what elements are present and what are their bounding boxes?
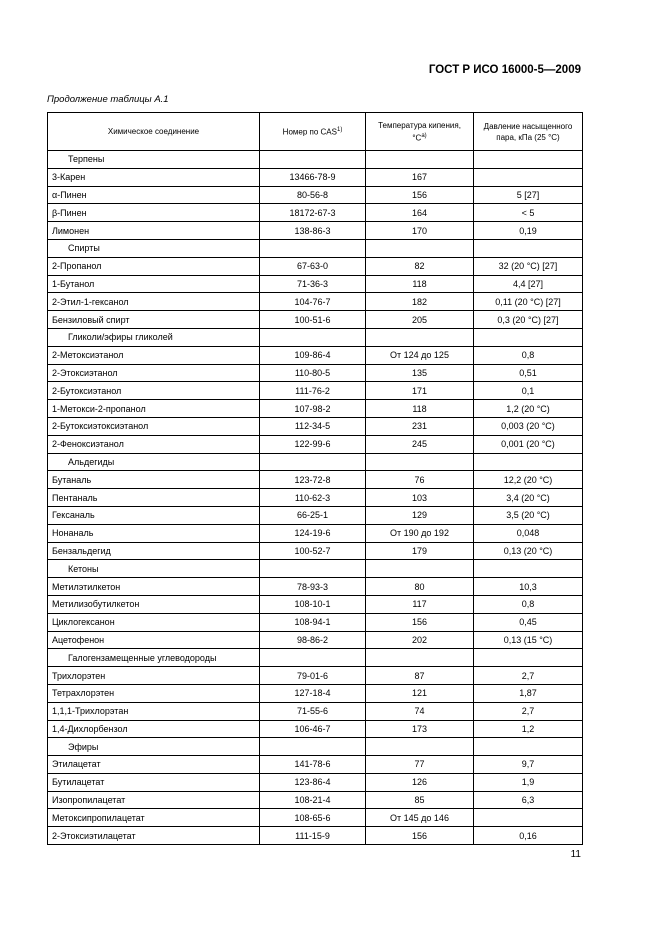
boiling-point: 156 <box>366 827 474 845</box>
footnote-marker: 1) <box>336 127 343 134</box>
boiling-point: 205 <box>366 311 474 329</box>
cas-number: 108-94-1 <box>260 613 366 631</box>
compound-name: Этилацетат <box>48 756 260 774</box>
compound-name: Бутилацетат <box>48 773 260 791</box>
group-label: Эфиры <box>48 738 260 756</box>
compound-name: 2-Этоксиэтанол <box>48 364 260 382</box>
compound-name: 2-Бутоксиэтанол <box>48 382 260 400</box>
vapor-pressure: 0,11 (20 °С) [27] <box>474 293 583 311</box>
table-row <box>48 613 583 631</box>
compound-name: 2-Пропанол <box>48 257 260 275</box>
group-row <box>48 151 583 169</box>
empty-cell <box>366 649 474 667</box>
compound-name: Метоксипропилацетат <box>48 809 260 827</box>
vapor-pressure: 0,001 (20 °С) <box>474 435 583 453</box>
empty-cell <box>366 151 474 169</box>
vapor-pressure: 9,7 <box>474 756 583 774</box>
group-label: Галогензамещенные углеводороды <box>48 649 260 667</box>
compound-name: 1,4-Дихлорбензол <box>48 720 260 738</box>
table-row <box>48 667 583 685</box>
boiling-point: 202 <box>366 631 474 649</box>
vapor-pressure: 6,3 <box>474 791 583 809</box>
column-header-compound: Химическое соединение <box>48 113 260 151</box>
boiling-point: 245 <box>366 435 474 453</box>
table-row <box>48 204 583 222</box>
cas-number: 80-56-8 <box>260 186 366 204</box>
vapor-pressure: 0,45 <box>474 613 583 631</box>
vapor-pressure: 3,4 (20 °С) <box>474 489 583 507</box>
boiling-point: 156 <box>366 186 474 204</box>
boiling-point: 164 <box>366 204 474 222</box>
group-row <box>48 649 583 667</box>
group-row <box>48 453 583 471</box>
empty-cell <box>474 328 583 346</box>
footnote-marker: а) <box>421 132 427 139</box>
empty-cell <box>474 738 583 756</box>
cas-number: 109-86-4 <box>260 346 366 364</box>
boiling-point: 179 <box>366 542 474 560</box>
compound-name: Метилизобутилкетон <box>48 595 260 613</box>
vapor-pressure <box>474 809 583 827</box>
table-row <box>48 382 583 400</box>
group-label: Спирты <box>48 239 260 257</box>
empty-cell <box>474 239 583 257</box>
empty-cell <box>366 239 474 257</box>
vapor-pressure: < 5 <box>474 204 583 222</box>
compound-name: Лимонен <box>48 222 260 240</box>
compound-name: 2-Метоксиэтанол <box>48 346 260 364</box>
group-label: Терпены <box>48 151 260 169</box>
vapor-pressure: 0,3 (20 °С) [27] <box>474 311 583 329</box>
vapor-pressure: 0,51 <box>474 364 583 382</box>
empty-cell <box>474 151 583 169</box>
empty-cell <box>260 151 366 169</box>
boiling-point: 167 <box>366 168 474 186</box>
boiling-point: От 145 до 146 <box>366 809 474 827</box>
table-row <box>48 578 583 596</box>
table-header-row <box>48 113 583 151</box>
group-row <box>48 239 583 257</box>
empty-cell <box>366 738 474 756</box>
boiling-point: 129 <box>366 506 474 524</box>
table-row <box>48 257 583 275</box>
boiling-point: 156 <box>366 613 474 631</box>
vapor-pressure: 12,2 (20 °С) <box>474 471 583 489</box>
cas-number: 71-36-3 <box>260 275 366 293</box>
column-header-vapor-pressure: Давление насыщенного пара, кПа (25 °С) <box>474 113 583 151</box>
cas-number: 122-99-6 <box>260 435 366 453</box>
empty-cell <box>260 328 366 346</box>
cas-number: 78-93-3 <box>260 578 366 596</box>
boiling-point: 85 <box>366 791 474 809</box>
compound-name: Ацетофенон <box>48 631 260 649</box>
cas-number: 124-19-6 <box>260 524 366 542</box>
cas-number: 104-76-7 <box>260 293 366 311</box>
cas-number: 100-52-7 <box>260 542 366 560</box>
table-row <box>48 311 583 329</box>
vapor-pressure: 3,5 (20 °С) <box>474 506 583 524</box>
compound-name: Метилэтилкетон <box>48 578 260 596</box>
vapor-pressure: 0,1 <box>474 382 583 400</box>
cas-number: 67-63-0 <box>260 257 366 275</box>
table-row <box>48 275 583 293</box>
table-row <box>48 222 583 240</box>
compound-name: 1,1,1-Трихлорэтан <box>48 702 260 720</box>
vapor-pressure: 0,8 <box>474 595 583 613</box>
boiling-point: От 124 до 125 <box>366 346 474 364</box>
compound-name: 2-Бутоксиэтоксиэтанол <box>48 417 260 435</box>
boiling-point: 87 <box>366 667 474 685</box>
group-label: Кетоны <box>48 560 260 578</box>
vapor-pressure: 1,87 <box>474 684 583 702</box>
cas-number: 108-65-6 <box>260 809 366 827</box>
compound-name: Бензальдегид <box>48 542 260 560</box>
compound-name: Тетрахлорэтен <box>48 684 260 702</box>
boiling-point: 135 <box>366 364 474 382</box>
table-row <box>48 471 583 489</box>
empty-cell <box>366 453 474 471</box>
cas-number: 107-98-2 <box>260 400 366 418</box>
cas-number: 110-80-5 <box>260 364 366 382</box>
cas-number: 79-01-6 <box>260 667 366 685</box>
vapor-pressure: 0,16 <box>474 827 583 845</box>
cas-number: 108-21-4 <box>260 791 366 809</box>
vapor-pressure: 1,9 <box>474 773 583 791</box>
table-row <box>48 809 583 827</box>
cas-number: 71-55-6 <box>260 702 366 720</box>
boiling-point: 74 <box>366 702 474 720</box>
vapor-pressure <box>474 168 583 186</box>
boiling-point: 173 <box>366 720 474 738</box>
compound-name: Изопропилацетат <box>48 791 260 809</box>
table-row <box>48 435 583 453</box>
group-label: Альдегиды <box>48 453 260 471</box>
vapor-pressure: 0,8 <box>474 346 583 364</box>
table-row <box>48 595 583 613</box>
table-row <box>48 186 583 204</box>
table-row <box>48 631 583 649</box>
compound-name: β-Пинен <box>48 204 260 222</box>
boiling-point: 82 <box>366 257 474 275</box>
compound-name: 2-Этил-1-гексанол <box>48 293 260 311</box>
cas-number: 111-15-9 <box>260 827 366 845</box>
table-row <box>48 720 583 738</box>
group-row <box>48 738 583 756</box>
table-row <box>48 684 583 702</box>
empty-cell <box>474 560 583 578</box>
boiling-point: 171 <box>366 382 474 400</box>
compound-name: Бутаналь <box>48 471 260 489</box>
table-row <box>48 702 583 720</box>
standard-designation: ГОСТ Р ИСО 16000-5—2009 <box>428 64 581 76</box>
table-row <box>48 346 583 364</box>
boiling-point: 170 <box>366 222 474 240</box>
compound-name: 3-Карен <box>48 168 260 186</box>
table-row <box>48 791 583 809</box>
compound-name: Бензиловый спирт <box>48 311 260 329</box>
vapor-pressure: 0,048 <box>474 524 583 542</box>
boiling-point: 118 <box>366 400 474 418</box>
table-row <box>48 364 583 382</box>
boiling-point: 80 <box>366 578 474 596</box>
boiling-point: 117 <box>366 595 474 613</box>
page-number: 11 <box>570 849 581 860</box>
boiling-point: 182 <box>366 293 474 311</box>
table-row <box>48 417 583 435</box>
boiling-point: 231 <box>366 417 474 435</box>
empty-cell <box>366 328 474 346</box>
cas-number: 112-34-5 <box>260 417 366 435</box>
table-row <box>48 168 583 186</box>
cas-number: 110-62-3 <box>260 489 366 507</box>
empty-cell <box>260 239 366 257</box>
cas-number: 100-51-6 <box>260 311 366 329</box>
group-label: Гликоли/эфиры гликолей <box>48 328 260 346</box>
table-row <box>48 756 583 774</box>
cas-number: 106-46-7 <box>260 720 366 738</box>
cas-number: 141-78-6 <box>260 756 366 774</box>
compound-name: 2-Этоксиэтилацетат <box>48 827 260 845</box>
boiling-point: 118 <box>366 275 474 293</box>
cas-number: 138-86-3 <box>260 222 366 240</box>
cas-number: 127-18-4 <box>260 684 366 702</box>
empty-cell <box>366 560 474 578</box>
group-row <box>48 560 583 578</box>
table-row <box>48 400 583 418</box>
compound-name: 1-Метокси-2-пропанол <box>48 400 260 418</box>
table-row <box>48 542 583 560</box>
boiling-point: От 190 до 192 <box>366 524 474 542</box>
vapor-pressure: 0,003 (20 °С) <box>474 417 583 435</box>
compound-name: 2-Феноксиэтанол <box>48 435 260 453</box>
boiling-point: 126 <box>366 773 474 791</box>
cas-number: 18172-67-3 <box>260 204 366 222</box>
compound-name: α-Пинен <box>48 186 260 204</box>
empty-cell <box>260 738 366 756</box>
boiling-point: 103 <box>366 489 474 507</box>
boiling-point: 76 <box>366 471 474 489</box>
vapor-pressure: 4,4 [27] <box>474 275 583 293</box>
compounds-table <box>47 112 583 845</box>
compound-name: 1-Бутанол <box>48 275 260 293</box>
empty-cell <box>474 649 583 667</box>
empty-cell <box>260 453 366 471</box>
table-row <box>48 524 583 542</box>
compound-name: Трихлорэтен <box>48 667 260 685</box>
cas-number: 123-86-4 <box>260 773 366 791</box>
empty-cell <box>260 649 366 667</box>
empty-cell <box>474 453 583 471</box>
vapor-pressure: 0,13 (15 °С) <box>474 631 583 649</box>
vapor-pressure: 0,13 (20 °С) <box>474 542 583 560</box>
vapor-pressure: 2,7 <box>474 667 583 685</box>
vapor-pressure: 10,3 <box>474 578 583 596</box>
compound-name: Циклогексанон <box>48 613 260 631</box>
compound-name: Пентаналь <box>48 489 260 507</box>
group-row <box>48 328 583 346</box>
cas-number: 66-25-1 <box>260 506 366 524</box>
table-caption: Продолжение таблицы А.1 <box>47 94 169 105</box>
compound-name: Нонаналь <box>48 524 260 542</box>
table-row <box>48 773 583 791</box>
cas-number: 123-72-8 <box>260 471 366 489</box>
column-header-cas: Номер по CAS$^{1)}$ <box>260 113 366 151</box>
vapor-pressure: 5 [27] <box>474 186 583 204</box>
cas-number: 13466-78-9 <box>260 168 366 186</box>
vapor-pressure: 2,7 <box>474 702 583 720</box>
table-row <box>48 293 583 311</box>
cas-number: 108-10-1 <box>260 595 366 613</box>
empty-cell <box>260 560 366 578</box>
column-header-boiling-point: Температура кипения, $^\circ С^{а)}$ <box>366 113 474 151</box>
compound-name: Гексаналь <box>48 506 260 524</box>
boiling-point: 77 <box>366 756 474 774</box>
vapor-pressure: 32 (20 °С) [27] <box>474 257 583 275</box>
boiling-point: 121 <box>366 684 474 702</box>
vapor-pressure: 0,19 <box>474 222 583 240</box>
cas-number: 111-76-2 <box>260 382 366 400</box>
vapor-pressure: 1,2 (20 °С) <box>474 400 583 418</box>
table-row <box>48 827 583 845</box>
cas-number: 98-86-2 <box>260 631 366 649</box>
table-row <box>48 506 583 524</box>
vapor-pressure: 1,2 <box>474 720 583 738</box>
table-row <box>48 489 583 507</box>
